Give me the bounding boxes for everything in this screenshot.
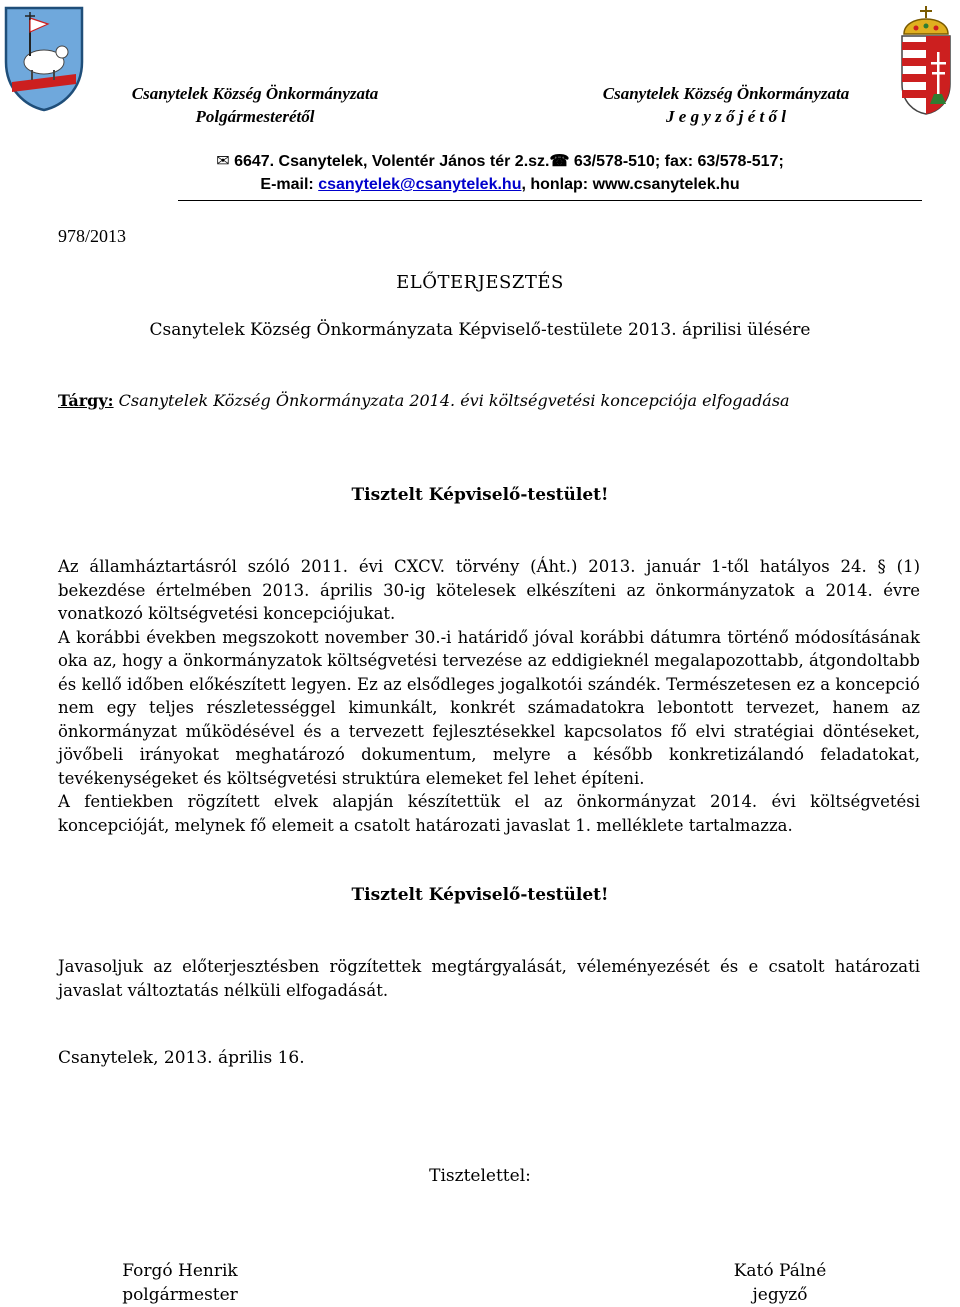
paragraph-4: Javasoljuk az előterjesztésben rögzítettek megtárgyalását, véleményezését és e csatolt határozati javaslat változtatás nélküli elfogadását.	[58, 957, 920, 1000]
document-subtitle: Csanytelek Község Önkormányzata Képviselő-testülete 2013. áprilisi ülésére	[149, 320, 811, 340]
subject-text: Csanytelek Község Önkormányzata 2014. évi költségvetési koncepciója elfogadása	[113, 391, 790, 410]
contact-phone: 63/578-510; fax: 63/578-517;	[573, 153, 784, 170]
paragraph-3: A fentiekben rögzített elvek alapján készítettük el az önkormányzat 2014. évi költségvetési koncepcióját, melynek fő elemeit a csatolt határozati javaslat 1. melléklete tartalmazza.	[58, 792, 920, 835]
closing-salutation: Tisztelettel:	[429, 1166, 531, 1186]
signatory-title-left: polgármester	[122, 1285, 238, 1305]
contact-address: 6647. Csanytelek, Volentér János tér 2.sz.	[234, 153, 550, 170]
paragraph-2: A korábbi években megszokott november 30.-i határidő jóval korábbi dátumra történő módosításának oka az, hogy a önkormányzatok költségvetési tervezése az eddigieknél megalapozottabb, átgondoltabb és kellő időben előkészített legyen. Ez az elsődleges jogalkotói szándék. Természetesen ez a koncepció nem egy teljes részletességgel kimunkált, konkrét számadatokra lebontott tervezet, hanem az önkormányzat működésével és a tervezett fejlesztésekkel kapcsolatos fő elvi stratégiai döntéseket, jövőbeli irányokat meghatározó dokumentum, melyre a később konkretizálandó feladatokat, tevékenységeket és költségvetési struktúra elemeket fel lehet építeni.	[58, 627, 920, 788]
signatory-name-left: Forgó Henrik	[122, 1261, 238, 1281]
signature-right	[690, 1259, 870, 1307]
signatory-name-right: Kató Pálné	[733, 1261, 827, 1281]
signatory-title-right: jegyző	[752, 1285, 808, 1305]
greeting-second: Tisztelt Képviselő-testület!	[351, 885, 609, 905]
subject-line	[58, 391, 790, 410]
sender-org-name: Csanytelek Község Önkormányzata	[131, 84, 379, 103]
place-and-date: Csanytelek, 2013. április 16.	[58, 1048, 305, 1068]
paragraph-1: Az államháztartásról szóló 2011. évi CXCV. törvény (Áht.) 2013. január 1-től hatályos 24. § (1) bekezdése értelmében 2013. április 30-ig kötelesek elkészíteni az önkormányzatok a 2014. évre vonatkozó költségvetési koncepciójukat.	[58, 557, 920, 623]
contact-email-label: E-mail:	[260, 176, 314, 193]
contact-email-link[interactable]: csanytelek@csanytelek.hu	[318, 176, 522, 193]
sender-office-name: Polgármesterétől	[195, 107, 315, 126]
sender-notary-header	[570, 82, 882, 128]
header-divider	[178, 200, 922, 201]
subject-label: Tárgy:	[58, 391, 114, 410]
notary-office-name: J e g y z ő j é t ő l	[666, 107, 786, 126]
hungarian-coat-of-arms-logo	[896, 4, 956, 116]
contact-block	[180, 150, 820, 196]
notary-org-name: Csanytelek Község Önkormányzata	[602, 84, 850, 103]
document-title: ELŐTERJESZTÉS	[396, 272, 564, 293]
sender-mayor-header	[96, 82, 414, 128]
greeting: Tisztelt Képviselő-testület!	[351, 485, 609, 505]
municipal-coat-of-arms-logo	[2, 4, 86, 112]
document-number: 978/2013	[58, 226, 127, 246]
signature-left	[90, 1259, 270, 1307]
envelope-icon: ✉	[216, 153, 230, 170]
proposal-paragraph	[58, 955, 920, 1002]
phone-icon: ☎	[549, 153, 570, 170]
contact-website: , honlap: www.csanytelek.hu	[521, 176, 740, 193]
body-paragraphs	[58, 555, 920, 837]
